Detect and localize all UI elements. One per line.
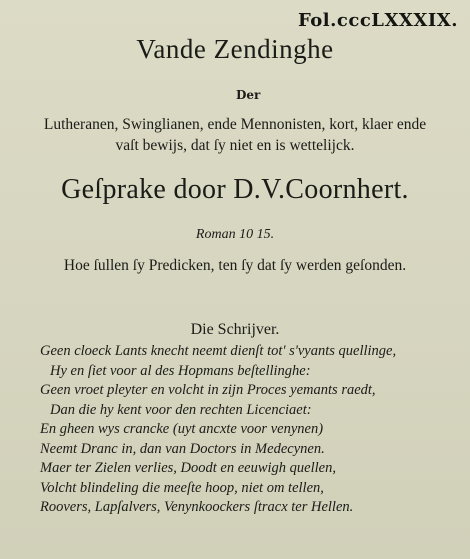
motto: Hoe ſullen ſy Predicken, ten ſy dat ſy werden geſonden. [63,257,407,274]
folio-number: Fol.cccLXXXIX. [298,10,458,31]
poem-line: Geen cloeck Lants knecht neemt dienſt tot' s'vyants quellinge, [40,343,397,359]
der-label: Der [236,88,261,102]
subtitle-line: vaſt bewijs, dat ſy niet en is wettelijck. [115,137,355,154]
poem-line: Dan die hy kent voor den rechten Licenciaet: [50,401,312,418]
poem-line: En gheen wys crancke (uyt ancxte voor venynen) [40,421,324,437]
bible-reference: Roman 10 15. [195,227,275,242]
subtitle-line: Lutheranen, Swinglianen, ende Mennonisten, kort, klaer ende [43,116,427,133]
poem-line: Hy en ſiet voor al des Hopmans beſtellinghe: [50,362,311,379]
section-heading: Geſprake door D.V.Coornhert. [61,174,409,205]
page-title: Vande Zendinghe [136,34,334,64]
poem-line: Volcht blindeling die meeſte hoop, niet om tellen, [40,479,324,496]
poem [40,342,460,518]
poem-line: Geen vroet pleyter en volcht in zijn Proces yemants raedt, [40,382,376,398]
poem-title: Die Schrijver. [190,321,280,338]
poem-line: Maer ter Zielen verlies, Doodt en eeuwigh quellen, [40,460,336,476]
subtitle [20,114,450,156]
poem-line: Neemt Dranc in, dan van Doctors in Medecynen. [40,440,325,457]
poem-line: Roovers, Lapſalvers, Venynkoockers ſtracx ter Hellen. [40,499,354,515]
